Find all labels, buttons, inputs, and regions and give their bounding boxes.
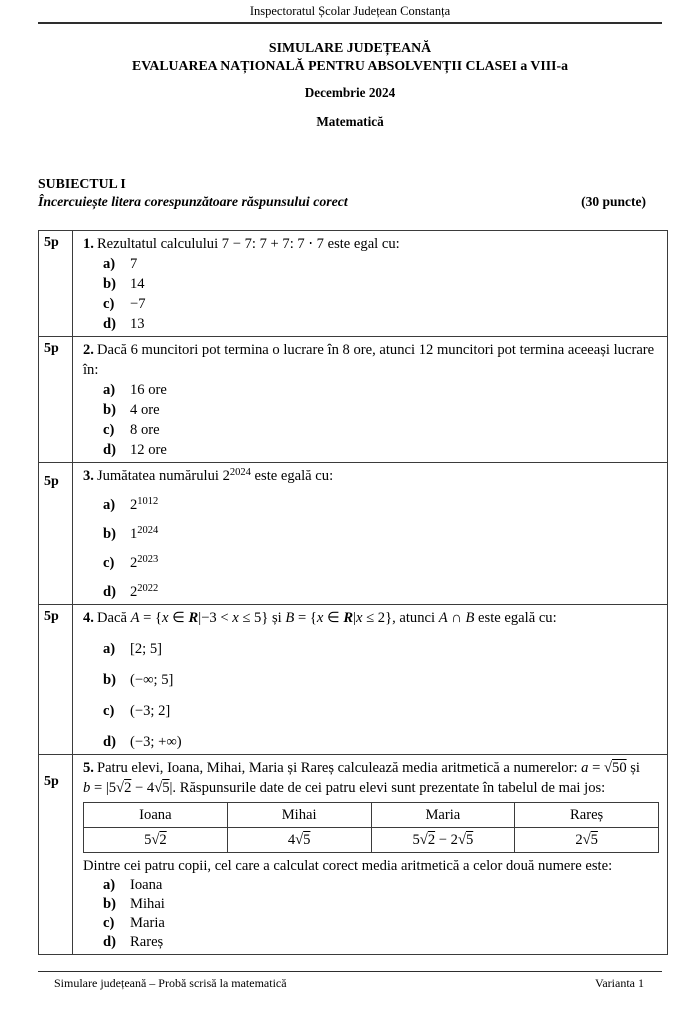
- option-letter: a): [103, 877, 116, 893]
- section-name: SUBIECTUL I: [38, 176, 126, 191]
- answer-option-5c: [83, 914, 659, 933]
- answer-option-4b: [83, 670, 659, 690]
- document-footer: [38, 971, 662, 991]
- option-letter: d): [103, 316, 116, 332]
- answer-option-2d: [83, 440, 659, 460]
- answer-option-3c: [83, 553, 659, 573]
- option-value: [2; 5]: [130, 641, 163, 657]
- question-number: 5.: [83, 760, 94, 776]
- points-label: 5p: [39, 605, 73, 755]
- question-4: [73, 605, 668, 755]
- option-value: $2^{2022}$: [130, 583, 159, 600]
- option-letter: a): [103, 641, 116, 657]
- question-1-text: 1. Rezultatul calculului 7 − 7: 7 + 7: 7 ⋅ 7 este egal cu:: [83, 236, 400, 252]
- footer-exam-name: Simulare județeană – Probă scrisă la matematică: [54, 976, 287, 990]
- option-letter: b): [103, 276, 116, 292]
- results-header-cell: Rareș: [515, 803, 659, 828]
- option-value: Maria: [130, 915, 165, 931]
- answer-option-4d: [83, 732, 659, 752]
- option-letter: d): [103, 934, 116, 950]
- option-value: (−3; 2]: [130, 703, 171, 719]
- results-table-value-row: [84, 828, 659, 853]
- points-label: 5p: [39, 755, 73, 955]
- option-letter: b): [103, 526, 116, 542]
- question-number: 2.: [83, 342, 94, 358]
- points-label: 5p: [39, 337, 73, 463]
- answer-option-3b: [83, 524, 659, 544]
- answer-option-4a: [83, 639, 659, 659]
- institution-name: Inspectoratul Școlar Județean Constanța: [249, 4, 451, 18]
- question-3: [73, 463, 668, 605]
- option-letter: a): [103, 497, 116, 513]
- option-value: (−∞; 5]: [130, 672, 174, 688]
- option-value: 4 ore: [130, 402, 160, 418]
- answer-option-5d: [83, 933, 659, 952]
- answer-option-2a: [83, 380, 659, 400]
- exam-title-line2: EVALUAREA NAȚIONALĂ PENTRU ABSOLVENȚII CLASEI a VIII-a: [132, 57, 568, 73]
- option-letter: c): [103, 703, 115, 719]
- answer-option-5b: [83, 895, 659, 914]
- answer-option-3d: [83, 582, 659, 602]
- exam-subject: Matematică: [316, 114, 384, 129]
- option-value: 8 ore: [130, 422, 160, 438]
- question-5-text-line1: 5. Patru elevi, Ioana, Mihai, Maria și Rareș calculează media aritmetică a numerelor: a = √50 și: [83, 760, 640, 776]
- question-row-2: [39, 337, 668, 463]
- footer-variant: Varianta 1: [595, 976, 644, 990]
- title-block: [0, 39, 700, 130]
- points-label: 5p: [39, 463, 73, 605]
- option-value: 12 ore: [130, 442, 167, 458]
- section-instruction: Încercuiește litera corespunzătoare răspunsului corect: [38, 194, 348, 209]
- question-2-text: 2. Dacă 6 muncitori pot termina o lucrare în 8 ore, atunci 12 muncitori pot termina aceeași lucrare în:: [83, 342, 655, 378]
- header-rule: [38, 22, 662, 24]
- results-header-cell: Ioana: [84, 803, 228, 828]
- option-value: Mihai: [130, 896, 165, 912]
- option-value: (−3; +∞): [130, 734, 182, 750]
- question-2: [73, 337, 668, 463]
- answer-option-1c: [83, 294, 659, 314]
- question-number: 3.: [83, 468, 94, 484]
- results-value-cell: 5√2: [84, 828, 228, 853]
- option-value: $2^{1012}$: [130, 496, 159, 513]
- option-letter: c): [103, 555, 115, 571]
- option-letter: d): [103, 734, 116, 750]
- option-letter: d): [103, 442, 116, 458]
- instruction-row: [38, 193, 662, 211]
- option-letter: b): [103, 402, 116, 418]
- question-row-1: [39, 231, 668, 337]
- points-label: 5p: [39, 231, 73, 337]
- results-value-cell: 4√5: [227, 828, 371, 853]
- question-number: 4.: [83, 610, 94, 626]
- question-number: 1.: [83, 236, 94, 252]
- results-value-cell: 5√2 − 2√5: [371, 828, 515, 853]
- document-header: [0, 0, 700, 19]
- question-3-text: 3. Jumătatea numărului $2^{2024}$ este egală cu:: [83, 467, 334, 484]
- option-value: $2^{2023}$: [130, 554, 159, 571]
- question-row-3: [39, 463, 668, 605]
- answer-option-2c: [83, 420, 659, 440]
- option-value: 16 ore: [130, 382, 167, 398]
- exam-date: Decembrie 2024: [304, 85, 396, 100]
- question-row-5: [39, 755, 668, 955]
- answer-option-2b: [83, 400, 659, 420]
- results-header-cell: Mihai: [227, 803, 371, 828]
- questions-table: [38, 230, 668, 955]
- question-5-text-line3: Dintre cei patru copii, cel care a calculat corect media aritmetică a celor două numere este:: [83, 858, 613, 874]
- option-letter: a): [103, 256, 116, 272]
- option-letter: b): [103, 896, 116, 912]
- option-value: $1^{2024}$: [130, 525, 159, 542]
- answer-option-5a: [83, 876, 659, 895]
- option-value: 7: [130, 256, 138, 272]
- option-value: Rareș: [130, 934, 164, 950]
- section-heading: [0, 175, 700, 211]
- answer-option-1d: [83, 314, 659, 334]
- exam-title-line1: SIMULARE JUDEȚEANĂ: [268, 40, 432, 55]
- question-1: [73, 231, 668, 337]
- question-5-text-line2: b = |5√2 − 4√5|. Răspunsurile date de cei patru elevi sunt prezentate în tabelul de mai jos:: [83, 780, 606, 796]
- answer-option-4c: [83, 701, 659, 721]
- answer-option-1a: [83, 254, 659, 274]
- option-letter: c): [103, 915, 115, 931]
- option-value: −7: [130, 296, 146, 312]
- option-letter: d): [103, 584, 116, 600]
- question-row-4: [39, 605, 668, 755]
- option-letter: b): [103, 672, 116, 688]
- answer-option-3a: [83, 495, 659, 515]
- results-header-cell: Maria: [371, 803, 515, 828]
- option-letter: c): [103, 296, 115, 312]
- option-letter: c): [103, 422, 115, 438]
- question-5: [73, 755, 668, 955]
- option-value: 13: [130, 316, 145, 332]
- question-4-text: 4. Dacă A = {x ∈ R|−3 < x ≤ 5} și B = {x ∈ R|x ≤ 2}, atunci A ∩ B este egală cu:: [83, 610, 557, 626]
- results-table-header-row: [84, 803, 659, 828]
- option-letter: a): [103, 382, 116, 398]
- option-value: Ioana: [130, 877, 163, 893]
- answer-option-1b: [83, 274, 659, 294]
- results-value-cell: 2√5: [515, 828, 659, 853]
- results-table: [83, 802, 659, 853]
- section-points: (30 puncte): [581, 194, 646, 209]
- option-value: 14: [130, 276, 145, 292]
